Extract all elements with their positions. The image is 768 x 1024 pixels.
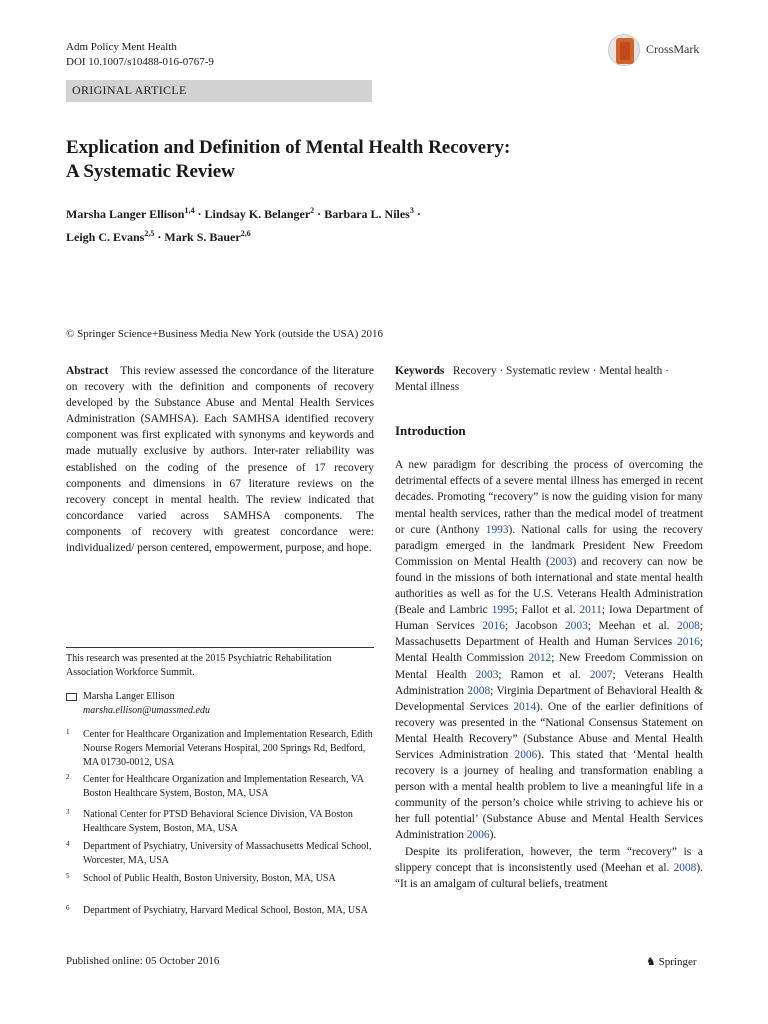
- crossmark-badge[interactable]: [608, 34, 728, 66]
- abstract: [66, 363, 374, 556]
- affiliation-item: [66, 904, 374, 934]
- paragraph-text: Despite its proliferation, however, the term “recovery” is a slippery concept that is inconsistently used (Meehan et al.: [395, 845, 703, 874]
- journal-header: [66, 40, 214, 70]
- published-date: Published online: 05 October 2016: [66, 955, 220, 967]
- affiliation-item: [66, 773, 374, 803]
- title-line-2: A Systematic Review: [66, 161, 235, 182]
- contact-name: Marsha Langer Ellison: [83, 691, 175, 702]
- affiliation-number: 2: [66, 773, 70, 781]
- author-affiliation-marker: 2,6: [240, 229, 251, 238]
- doi[interactable]: DOI 10.1007/s10488-016-0767-9: [66, 56, 214, 68]
- affiliation-text: National Center for PTSD Behavioral Science Division, VA Boston Healthcare System, Boston, MA, USA: [83, 809, 353, 834]
- affiliation-number: 6: [66, 904, 70, 912]
- corresponding-author: [66, 690, 374, 718]
- paragraph-text: ; Jacobson: [504, 620, 565, 633]
- paragraph-text: ) and recovery can now be found in the missions of both international and state mental health authorities as well as for the U.S. Veterans Health Administration (Beale and Lambric: [395, 555, 703, 617]
- citation-link[interactable]: 2008: [467, 684, 491, 697]
- affiliation-item: [66, 728, 374, 768]
- paragraph-text: ). One of the earlier definitions of recovery was presented in the “National Consensus Statement on Mental Health Recovery” (Substance Abuse and Mental Health Services Administration: [395, 700, 703, 761]
- author-affiliation-marker: 3: [409, 206, 414, 215]
- citation-link[interactable]: 1995: [491, 604, 515, 617]
- citation-link[interactable]: 2016: [677, 636, 700, 649]
- article-type: ORIGINAL ARTICLE: [72, 83, 187, 97]
- envelope-icon: [66, 693, 77, 701]
- presentation-note: This research was presented at the 2015 Psychiatric Rehabilitation Association Workforce Summit.: [66, 653, 332, 678]
- paragraph-text: ; Iowa Department of Human Services: [395, 604, 703, 633]
- introduction-paragraph-2: [395, 844, 703, 892]
- paragraph-text: ; Fallot et al.: [514, 604, 580, 617]
- contact-email[interactable]: marsha.ellison@umassmed.edu: [83, 705, 210, 716]
- citation-link[interactable]: 2011: [579, 604, 602, 617]
- paragraph-text: ). This stated that ‘Mental health recovery is a journey of healing and transformation enabling a person with a mental health problem to live a meaningful life in a community of the person’s choice while striving to achieve his or her full potential’ (Substance Abuse and Mental Health Services Administration: [395, 748, 703, 842]
- citation-link[interactable]: 2008: [677, 620, 700, 633]
- author-line-2: Leigh C. Evans$^{2,5}$ · Mark S. Bauer$^{2,6}$: [66, 229, 251, 244]
- abstract-text: This review assessed the concordance of the literature on recovery with the definition and components of recovery developed by the Substance Abuse and Mental Health Services Administration (SAMHSA). Each SAMHSA identified recovery component was first explicated with synonyms and keywords and made mutually exclusive by authors. Inter-rater reliability was established on the coding of the presence of 17 recovery components and dimensions in 67 literature reviews on the recovery concept in mental health. The review indicated that concordance varied across SAMHSA components. The components of recovery with greatest concordance were: individualized/ person centered, empowerment, purpose, and hope.: [66, 365, 374, 555]
- crossmark-label: CrossMark: [646, 42, 700, 56]
- article-title: [66, 136, 706, 184]
- affiliation-text: Department of Psychiatry, Harvard Medical School, Boston, MA, USA: [83, 905, 368, 916]
- author-affiliation-marker: 1,4: [184, 206, 195, 215]
- affiliation-item: [66, 808, 374, 838]
- copyright: © Springer Science+Business Media New York (outside the USA) 2016: [66, 328, 384, 340]
- affiliation-text: Center for Healthcare Organization and Implementation Research, Edith Nourse Rogers Memorial Veterans Hospital, 200 Springs Rd, Bedford, MA 01730-0012, USA: [83, 729, 373, 768]
- publisher-logo: [646, 955, 697, 968]
- author-affiliation-marker: 2,5: [144, 229, 155, 238]
- keywords-label: Keywords: [395, 365, 445, 377]
- author-list: [66, 201, 706, 247]
- author-name[interactable]: Lindsay K. Belanger: [204, 207, 311, 221]
- article-type-banner: [66, 80, 372, 102]
- paragraph-text: ; Mental Health Commission: [395, 636, 703, 665]
- affiliation-text: Center for Healthcare Organization and Implementation Research, VA Boston Healthcare System, Boston, MA, USA: [83, 774, 364, 799]
- citation-link[interactable]: 1993: [485, 523, 509, 536]
- author-affiliation-marker: 2: [310, 206, 315, 215]
- keywords: [395, 363, 703, 395]
- introduction-paragraph-1: [395, 457, 703, 843]
- affiliation-number: 5: [66, 872, 70, 880]
- paragraph-text: ; Meehan et al.: [587, 620, 678, 633]
- affiliation-text: School of Public Health, Boston University, Boston, MA, USA: [83, 873, 336, 884]
- affiliation-item: [66, 872, 374, 902]
- citation-link[interactable]: 2016: [482, 620, 505, 633]
- author-name[interactable]: Mark S. Bauer: [164, 230, 241, 244]
- author-name[interactable]: Barbara L. Niles: [324, 207, 410, 221]
- paragraph-text: ).: [489, 829, 497, 842]
- citation-link[interactable]: 2008: [673, 861, 697, 874]
- affiliation-item: [66, 840, 374, 870]
- citation-link[interactable]: 2006: [514, 748, 538, 761]
- paragraph-text: ; Virginia Department of Behavioral Health & Developmental Services: [395, 684, 703, 713]
- paragraph-text: ; Massachusetts Department of Health and Human Services: [395, 620, 703, 649]
- footnote-divider: [66, 647, 374, 648]
- author-name[interactable]: Leigh C. Evans: [66, 230, 145, 244]
- affiliation-number: 3: [66, 808, 70, 816]
- citation-link[interactable]: 2014: [513, 700, 537, 713]
- keywords-text: Recovery · Systematic review · Mental health · Mental illness: [395, 365, 669, 394]
- affiliation-number: 1: [66, 728, 70, 736]
- author-name[interactable]: Marsha Langer Ellison: [66, 207, 185, 221]
- paragraph-text: ). National calls for using the recovery paradigm emerged in the landmark President New Freedom Commission on Mental Health (: [395, 523, 704, 568]
- crossmark-icon: [608, 34, 640, 66]
- title-line-1: Explication and Definition of Mental Health Recovery:: [66, 137, 511, 158]
- paragraph-text: ; New Freedom Commission on Mental Health: [395, 652, 703, 681]
- abstract-label: Abstract: [66, 365, 109, 377]
- affiliation-number: 4: [66, 840, 70, 848]
- publisher-name: Springer: [658, 956, 697, 968]
- citation-link[interactable]: 2003: [475, 668, 499, 681]
- journal-name: Adm Policy Ment Health: [66, 41, 177, 53]
- affiliation-text: Department of Psychiatry, University of Massachusetts Medical School, Worcester, MA, USA: [83, 841, 372, 866]
- introduction-heading: Introduction: [395, 423, 466, 439]
- citation-link[interactable]: 2007: [589, 668, 613, 681]
- paragraph-text: ; Ramon et al.: [498, 668, 590, 681]
- citation-link[interactable]: 2006: [466, 829, 490, 842]
- author-line-1: Marsha Langer Ellison$^{1,4}$ · Lindsay K. Belanger$^2$ · Barbara L. Niles$^3$ ·: [66, 206, 421, 221]
- right-column: [395, 363, 703, 892]
- citation-link[interactable]: 2012: [528, 652, 552, 665]
- paragraph-text: A new paradigm for describing the process of overcoming the detrimental effects of a severe mental illness has emerged in recent decades. Promoting “recovery” is now the guiding vision for many mental health services, rather than the medical model of treatment or cure (Anthony: [395, 459, 703, 536]
- citation-link[interactable]: 2003: [564, 620, 588, 633]
- paragraph-text: ; Veterans Health Administration: [395, 668, 703, 697]
- springer-horse-icon: ♞: [646, 956, 656, 968]
- paragraph-text: ). “It is an amalgam of cultural beliefs, treatment: [395, 861, 703, 890]
- citation-link[interactable]: 2003: [549, 555, 573, 568]
